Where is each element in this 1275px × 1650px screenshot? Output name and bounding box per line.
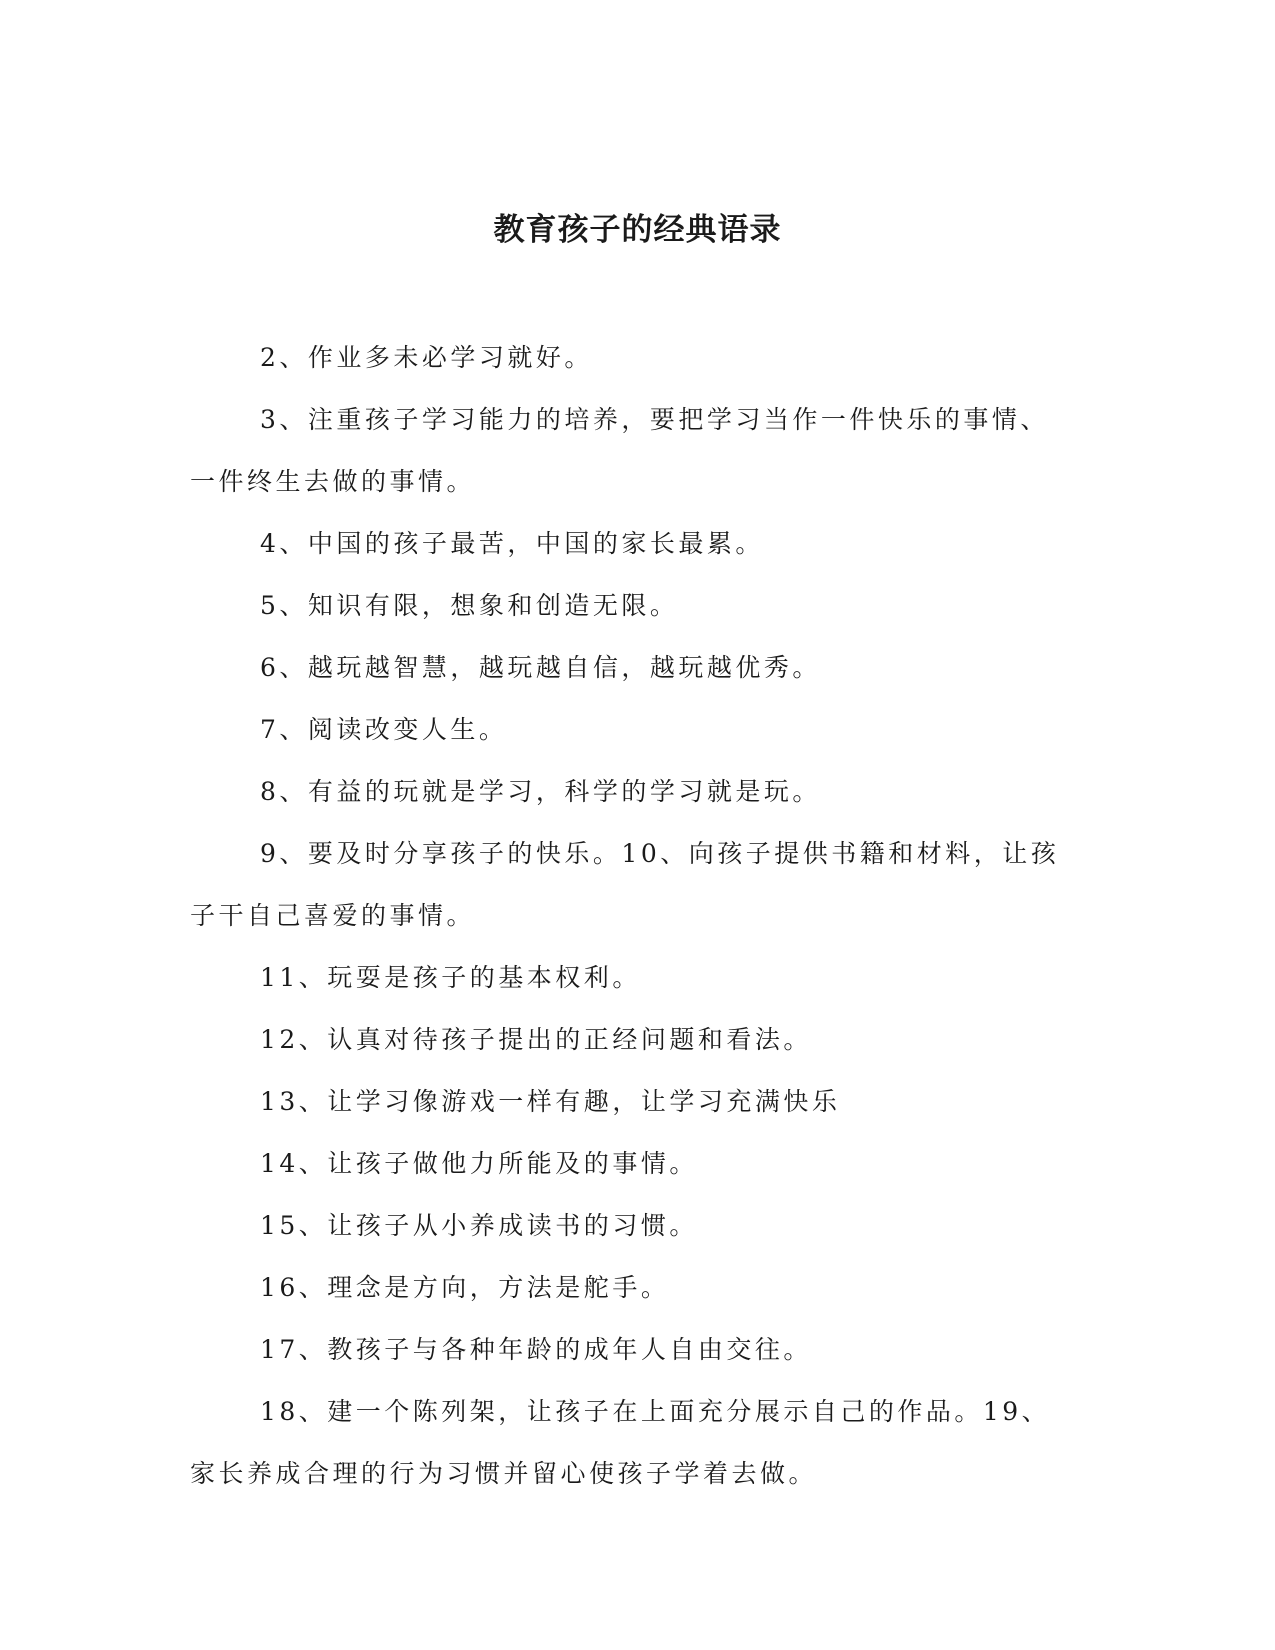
quote-paragraph: 3、注重孩子学习能力的培养，要把学习当作一件快乐的事情、一件终生去做的事情。 [190, 405, 1049, 496]
quote-paragraph: 5、知识有限，想象和创造无限。 [260, 591, 679, 620]
quote-paragraph: 16、理念是方向，方法是舵手。 [260, 1273, 670, 1302]
quote-paragraph: 11、玩耍是孩子的基本权利。 [260, 963, 641, 992]
quote-paragraph: 2、作业多未必学习就好。 [260, 343, 593, 372]
quote-paragraph: 13、让学习像游戏一样有趣，让学习充满快乐 [260, 1087, 841, 1116]
quote-paragraph: 14、让孩子做他力所能及的事情。 [260, 1149, 698, 1178]
document-title: 教育孩子的经典语录 [493, 212, 782, 248]
quote-paragraph: 7、阅读改变人生。 [260, 715, 508, 744]
quote-paragraph: 12、认真对待孩子提出的正经问题和看法。 [260, 1025, 812, 1054]
quote-paragraph: 9、要及时分享孩子的快乐。10、向孩子提供书籍和材料，让孩子干自己喜爱的事情。 [190, 839, 1060, 930]
quote-paragraph: 18、建一个陈列架，让孩子在上面充分展示自己的作品。19、家长养成合理的行为习惯并留心使孩子学着去做。 [190, 1397, 1051, 1488]
quote-paragraph: 17、教孩子与各种年龄的成年人自由交往。 [260, 1335, 812, 1364]
quote-paragraph: 4、中国的孩子最苦，中国的家长最累。 [260, 529, 764, 558]
quote-paragraph: 15、让孩子从小养成读书的习惯。 [260, 1211, 698, 1240]
quote-paragraph: 8、有益的玩就是学习，科学的学习就是玩。 [260, 777, 821, 806]
document-body [190, 327, 1070, 1505]
quote-paragraph: 6、越玩越智慧，越玩越自信，越玩越优秀。 [260, 653, 821, 682]
